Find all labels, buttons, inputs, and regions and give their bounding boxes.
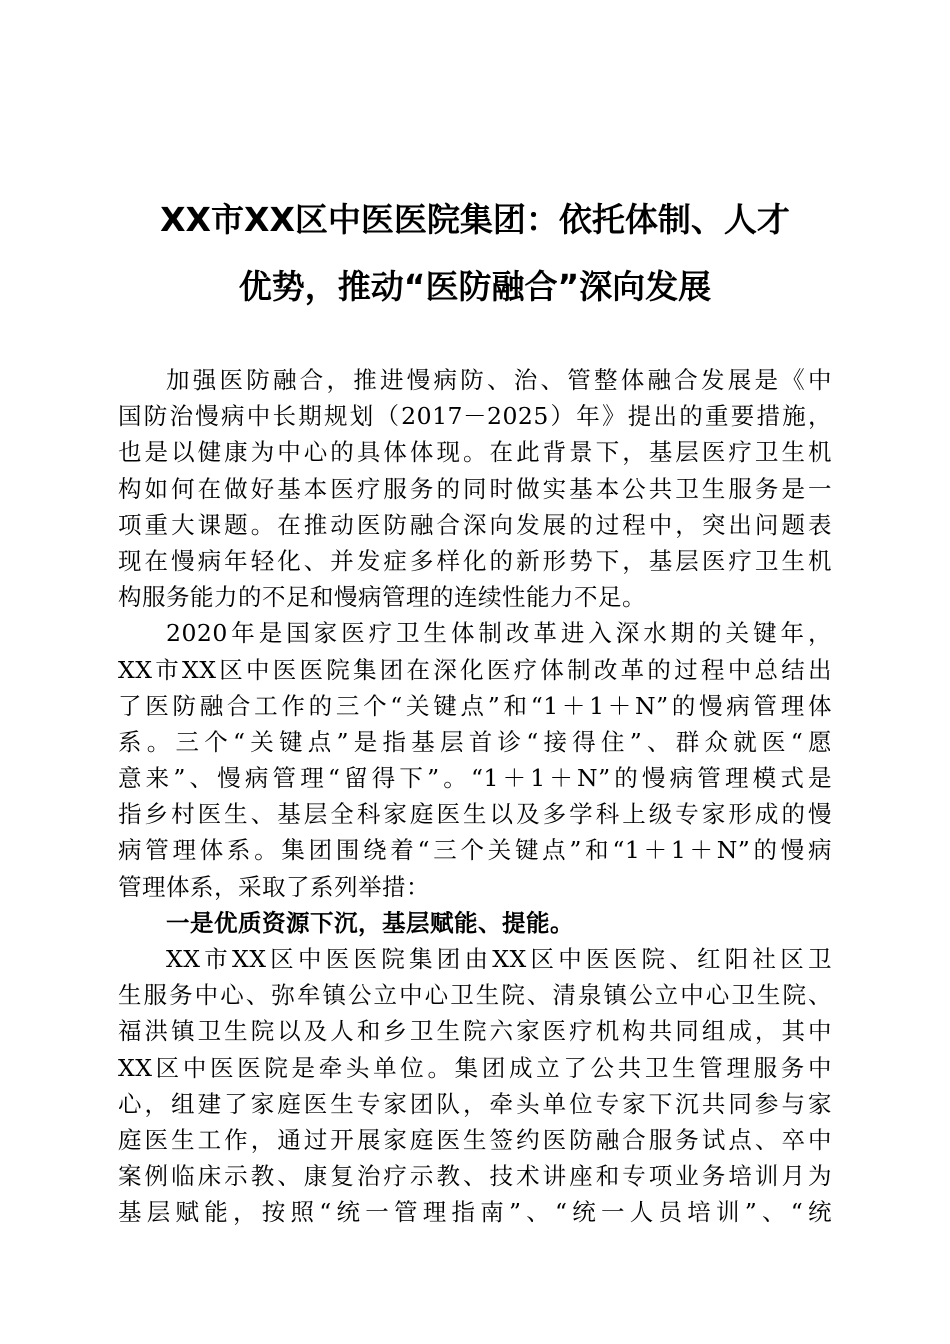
body-text-line: 国防治慢病中长期规划（2017－2025）年》提出的重要措施， <box>118 402 832 431</box>
body-text-line: 构服务能力的不足和慢病管理的连续性能力不足。 <box>118 583 646 612</box>
body-text-line: 意来”、慢病管理“留得下”。“1＋1＋N”的慢病管理模式是 <box>118 764 832 793</box>
body-text-line: 也是以健康为中心的具体体现。在此背景下，基层医疗卫生机 <box>118 438 832 467</box>
body-text-line: 了医防融合工作的三个“关键点”和“1＋1＋N”的慢病管理体 <box>118 691 832 720</box>
body-text-line: 构如何在做好基本医疗服务的同时做实基本公共卫生服务是一 <box>118 474 832 503</box>
body-text-line: 项重大课题。在推动医防融合深向发展的过程中，突出问题表 <box>118 510 832 539</box>
body-text-line: 现在慢病年轻化、并发症多样化的新形势下，基层医疗卫生机 <box>118 546 832 575</box>
body-text-line: 2020年是国家医疗卫生体制改革进入深水期的关键年， <box>166 619 832 648</box>
body-text-line: 生服务中心、弥牟镇公立中心卫生院、清泉镇公立中心卫生院、 <box>118 981 832 1010</box>
body-text-line: 系。三个“关键点”是指基层首诊“接得住”、群众就医“愿 <box>118 727 832 756</box>
section-heading-line: 一是优质资源下沉，基层赋能、提能。 <box>166 908 574 937</box>
body-text-line: 心，组建了家庭医生专家团队，牵头单位专家下沉共同参与家 <box>118 1089 832 1118</box>
body-text-line: 庭医生工作，通过开展家庭医生签约医防融合服务试点、卒中 <box>118 1125 832 1154</box>
document-title-line-1: XX市XX区中医医院集团：依托体制、人才 <box>160 200 790 239</box>
body-text-line: 病管理体系。集团围绕着“三个关键点”和“1＋1＋N”的慢病 <box>118 836 832 865</box>
document-body <box>118 362 832 1231</box>
body-text-line: 指乡村医生、基层全科家庭医生以及多学科上级专家形成的慢 <box>118 800 832 829</box>
body-text-line: 案例临床示教、康复治疗示教、技术讲座和专项业务培训月为 <box>118 1162 832 1191</box>
body-text-line: XX区中医医院是牵头单位。集团成立了公共卫生管理服务中 <box>118 1053 832 1082</box>
body-text-line: 管理体系，采取了系列举措： <box>118 872 430 901</box>
body-text-line: 加强医防融合，推进慢病防、治、管整体融合发展是《中 <box>166 366 832 394</box>
body-text-line: 基层赋能，按照“统一管理指南”、“统一人员培训”、“统 <box>118 1198 832 1227</box>
body-text-line: 福洪镇卫生院以及人和乡卫生院六家医疗机构共同组成，其中 <box>118 1017 832 1046</box>
body-text-line: XX市XX区中医医院集团在深化医疗体制改革的过程中总结出 <box>118 655 832 684</box>
document-title-line-2: 优势，推动“医防融合”深向发展 <box>238 267 712 306</box>
body-text-line: XX市XX区中医医院集团由XX区中医医院、红阳社区卫 <box>166 945 832 973</box>
